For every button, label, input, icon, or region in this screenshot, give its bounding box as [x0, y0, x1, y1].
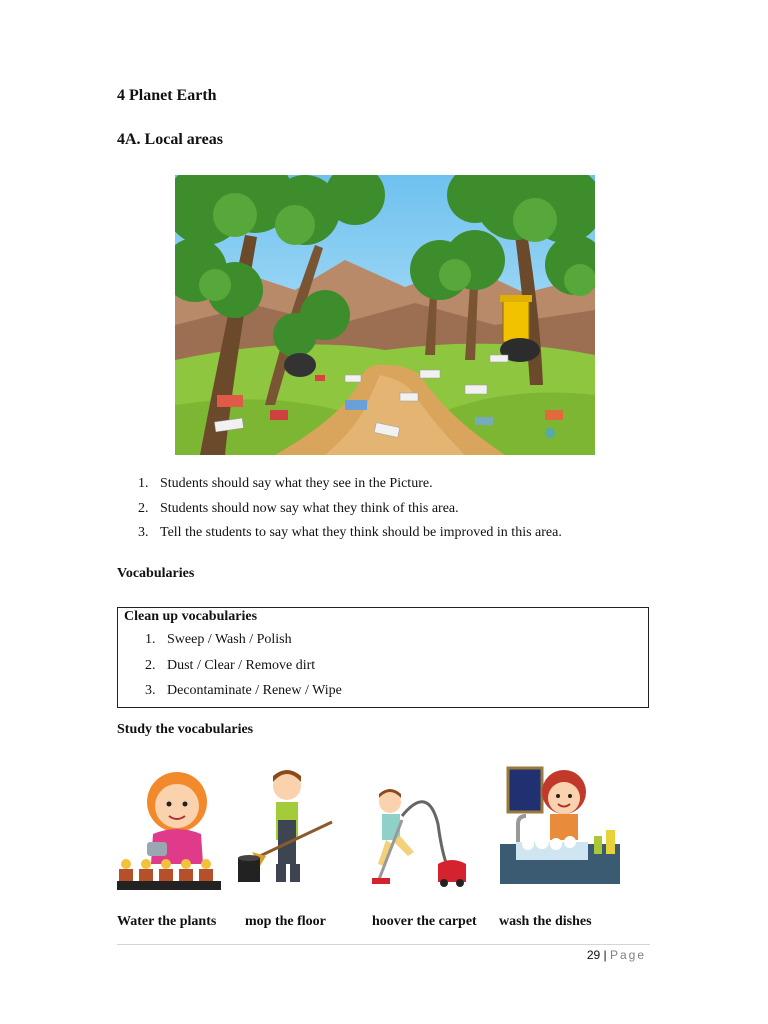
boy-vacuuming-icon — [368, 764, 472, 890]
caption-hoover-the-carpet: hoover the carpet — [372, 914, 477, 929]
instruction-item: 2. Students should now say what they think of this area. — [138, 500, 459, 516]
vocabulary-item: 1. Sweep / Wash / Polish — [145, 632, 292, 647]
page-footer — [587, 948, 646, 962]
study-heading: Study the vocabularies — [117, 722, 254, 737]
instruction-item: 3. Tell the students to say what they think should be improved in this area. — [138, 525, 562, 540]
section-title: 4A. Local areas — [117, 131, 223, 148]
girl-washing-dishes-icon — [498, 764, 622, 890]
boy-mopping-floor-icon — [232, 764, 336, 890]
vocabulary-box-title: Clean up vocabularies — [124, 609, 258, 624]
caption-wash-the-dishes: wash the dishes — [499, 914, 592, 929]
vocabularies-heading: Vocabularies — [117, 566, 195, 581]
caption-mop-the-floor: mop the floor — [245, 914, 326, 929]
page-word: Page — [609, 948, 646, 962]
instruction-list — [138, 476, 562, 550]
vocabulary-item: 2. Dust / Clear / Remove dirt — [145, 657, 316, 673]
littered-forest-path-illustration — [175, 175, 595, 455]
instruction-item: 1. Students should say what they see in the Picture. — [138, 476, 433, 491]
footer-separator: | — [600, 948, 610, 962]
caption-water-the-plants: Water the plants — [117, 914, 217, 929]
vocabulary-item: 3. Decontaminate / Renew / Wipe — [145, 683, 342, 698]
girl-watering-plants-icon — [117, 764, 221, 890]
page-number: 29 — [586, 948, 601, 962]
chapter-title: 4 Planet Earth — [117, 87, 217, 104]
footer-divider — [117, 944, 650, 945]
vocabulary-box — [117, 607, 649, 708]
vocabulary-list — [145, 632, 342, 709]
